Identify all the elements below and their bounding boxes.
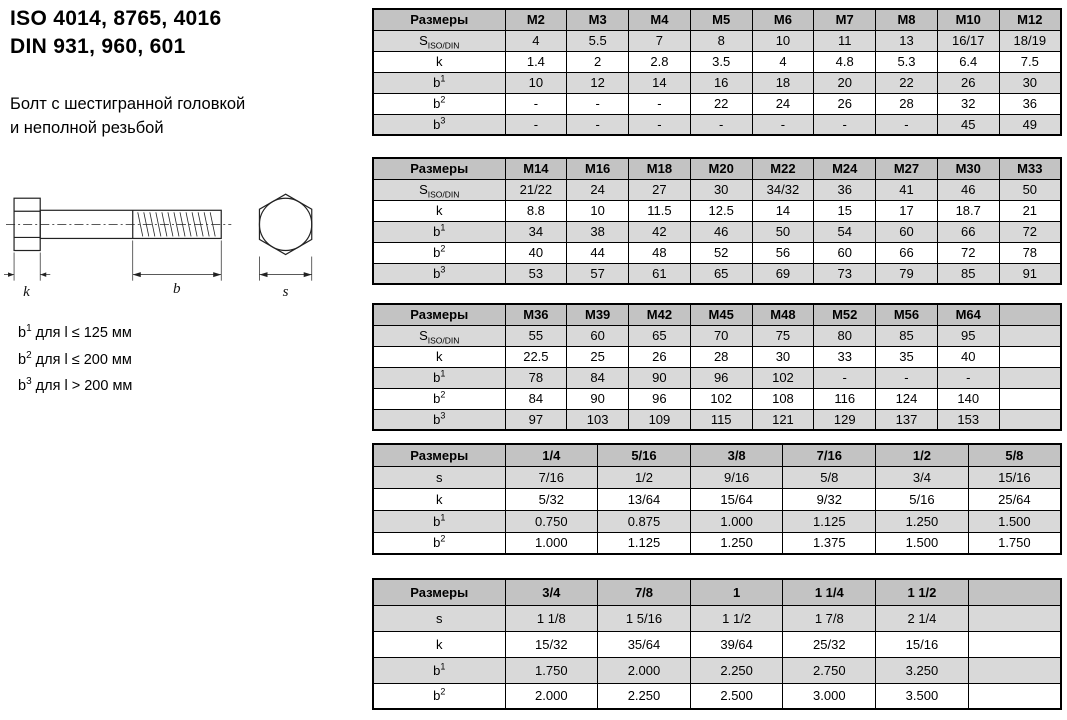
- value-cell: 12: [567, 72, 629, 93]
- header-row: [373, 304, 1061, 325]
- size-column-header: M33: [999, 158, 1061, 179]
- row-label-cell: $S_{ISO/DIN}$: [373, 179, 505, 200]
- value-cell: 39/64: [690, 631, 783, 657]
- header-row: [373, 579, 1061, 605]
- size-column-header: M39: [567, 304, 629, 325]
- value-cell: 1.500: [876, 532, 969, 554]
- row-label-cell: $b^2$: [373, 532, 505, 554]
- sizes-header-cell: Размеры: [373, 304, 505, 325]
- value-cell: 26: [629, 346, 691, 367]
- value-cell: 65: [629, 325, 691, 346]
- value-cell: 11.5: [629, 200, 691, 221]
- row-label-cell: $b^2$: [373, 242, 505, 263]
- size-column-header: M52: [814, 304, 876, 325]
- value-cell: 5.3: [876, 51, 938, 72]
- value-cell: 54: [814, 221, 876, 242]
- value-cell: 80: [814, 325, 876, 346]
- size-column-header: 7/16: [783, 444, 876, 466]
- value-cell: 137: [876, 409, 938, 430]
- sizes-header-cell: Размеры: [373, 579, 505, 605]
- table-metric-m36-m64: [372, 303, 1062, 431]
- note-line-b2: $b^2$ для l ≤ 200 мм: [18, 349, 132, 368]
- value-cell: 121: [752, 409, 814, 430]
- data-row: [373, 346, 1061, 367]
- value-cell: 24: [752, 93, 814, 114]
- size-column-header: M42: [629, 304, 691, 325]
- empty-cell: [999, 346, 1061, 367]
- header-row: [373, 9, 1061, 30]
- value-cell: 1.000: [690, 510, 783, 532]
- empty-cell: [999, 367, 1061, 388]
- value-cell: 8.8: [505, 200, 567, 221]
- value-cell: 1.500: [968, 510, 1061, 532]
- value-cell: 21/22: [505, 179, 567, 200]
- value-cell: -: [505, 114, 567, 135]
- bolt-description: [10, 92, 245, 140]
- size-column-header: M3: [567, 9, 629, 30]
- value-cell: 2.000: [505, 683, 598, 709]
- value-cell: 28: [876, 93, 938, 114]
- value-cell: 102: [690, 388, 752, 409]
- data-row: [373, 221, 1061, 242]
- data-row: [373, 114, 1061, 135]
- din-standards-line: DIN 931, 960, 601: [10, 35, 186, 58]
- value-cell: 20: [814, 72, 876, 93]
- size-column-header: M48: [752, 304, 814, 325]
- value-cell: 90: [567, 388, 629, 409]
- value-cell: 15/64: [690, 488, 783, 510]
- value-cell: -: [629, 93, 691, 114]
- value-cell: 79: [876, 263, 938, 284]
- size-column-header: M24: [814, 158, 876, 179]
- value-cell: 1.4: [505, 51, 567, 72]
- value-cell: 56: [752, 242, 814, 263]
- size-column-header: M22: [752, 158, 814, 179]
- value-cell: 10: [567, 200, 629, 221]
- value-cell: 9/16: [690, 466, 783, 488]
- value-cell: 72: [937, 242, 999, 263]
- value-cell: -: [876, 367, 938, 388]
- size-column-header: 1/4: [505, 444, 598, 466]
- value-cell: 84: [567, 367, 629, 388]
- value-cell: 91: [999, 263, 1061, 284]
- value-cell: 1/2: [598, 466, 691, 488]
- value-cell: 15/16: [876, 631, 969, 657]
- row-label-cell: $b^1$: [373, 510, 505, 532]
- empty-cell: [968, 605, 1061, 631]
- value-cell: 45: [937, 114, 999, 135]
- sizes-header-cell: Размеры: [373, 158, 505, 179]
- size-column-header: M10: [937, 9, 999, 30]
- size-column-header: M36: [505, 304, 567, 325]
- value-cell: 69: [752, 263, 814, 284]
- value-cell: 1.250: [690, 532, 783, 554]
- value-cell: 1.750: [968, 532, 1061, 554]
- value-cell: 25/64: [968, 488, 1061, 510]
- empty-cell: [999, 409, 1061, 430]
- note-line-b1: $b^1$ для l ≤ 125 мм: [18, 323, 132, 341]
- row-label-cell: $S_{ISO/DIN}$: [373, 30, 505, 51]
- size-column-header: M18: [629, 158, 691, 179]
- table-inch-quarter-to-5-8: [372, 443, 1062, 555]
- value-cell: 85: [937, 263, 999, 284]
- value-cell: 6.4: [937, 51, 999, 72]
- table-metric-m2-m12: [372, 8, 1062, 136]
- value-cell: 25/32: [783, 631, 876, 657]
- empty-cell: [968, 657, 1061, 683]
- data-row: [373, 200, 1061, 221]
- size-column-header: M6: [752, 9, 814, 30]
- data-row: [373, 488, 1061, 510]
- header-row: [373, 158, 1061, 179]
- size-column-header: M5: [690, 9, 752, 30]
- value-cell: 1.125: [783, 510, 876, 532]
- value-cell: 14: [752, 200, 814, 221]
- value-cell: 36: [814, 179, 876, 200]
- value-cell: 1.250: [876, 510, 969, 532]
- value-cell: 28: [690, 346, 752, 367]
- row-label-cell: $b^1$: [373, 657, 505, 683]
- value-cell: 18.7: [937, 200, 999, 221]
- value-cell: 2.250: [690, 657, 783, 683]
- value-cell: 16: [690, 72, 752, 93]
- value-cell: 115: [690, 409, 752, 430]
- value-cell: 95: [937, 325, 999, 346]
- value-cell: 72: [999, 221, 1061, 242]
- value-cell: 12.5: [690, 200, 752, 221]
- row-label-cell: $b^1$: [373, 72, 505, 93]
- sizes-header-cell: Размеры: [373, 9, 505, 30]
- row-label-cell: k: [373, 200, 505, 221]
- value-cell: 34: [505, 221, 567, 242]
- empty-cell: [968, 683, 1061, 709]
- value-cell: 15: [814, 200, 876, 221]
- value-cell: 52: [690, 242, 752, 263]
- value-cell: 109: [629, 409, 691, 430]
- size-column-header: M27: [876, 158, 938, 179]
- value-cell: -: [505, 93, 567, 114]
- data-row: [373, 388, 1061, 409]
- tables-area: [372, 0, 1062, 720]
- dim-label-b: b: [172, 280, 181, 297]
- value-cell: 26: [937, 72, 999, 93]
- row-label-cell: k: [373, 51, 505, 72]
- value-cell: 13/64: [598, 488, 691, 510]
- value-cell: 1.125: [598, 532, 691, 554]
- value-cell: 35: [876, 346, 938, 367]
- size-column-header: 1/2: [876, 444, 969, 466]
- value-cell: 2.250: [598, 683, 691, 709]
- value-cell: 1.750: [505, 657, 598, 683]
- value-cell: 15/32: [505, 631, 598, 657]
- size-column-header: M8: [876, 9, 938, 30]
- empty-header-cell: [999, 304, 1061, 325]
- bolt-drawing: [4, 188, 356, 309]
- data-row: [373, 510, 1061, 532]
- value-cell: 4: [505, 30, 567, 51]
- data-row: [373, 72, 1061, 93]
- value-cell: 15/16: [968, 466, 1061, 488]
- value-cell: 44: [567, 242, 629, 263]
- thread-length-notes: [18, 320, 132, 400]
- size-column-header: M4: [629, 9, 691, 30]
- dim-label-k: k: [23, 283, 30, 300]
- value-cell: 46: [937, 179, 999, 200]
- value-cell: 22: [690, 93, 752, 114]
- size-column-header: 3/4: [505, 579, 598, 605]
- value-cell: 2.000: [598, 657, 691, 683]
- size-column-header: 5/16: [598, 444, 691, 466]
- value-cell: 33: [814, 346, 876, 367]
- value-cell: 116: [814, 388, 876, 409]
- row-label-cell: k: [373, 488, 505, 510]
- value-cell: 78: [999, 242, 1061, 263]
- value-cell: 48: [629, 242, 691, 263]
- size-column-header: 1: [690, 579, 783, 605]
- value-cell: 24: [567, 179, 629, 200]
- value-cell: 10: [752, 30, 814, 51]
- value-cell: 26: [814, 93, 876, 114]
- value-cell: 75: [752, 325, 814, 346]
- value-cell: 7/16: [505, 466, 598, 488]
- data-row: [373, 466, 1061, 488]
- value-cell: 53: [505, 263, 567, 284]
- value-cell: 61: [629, 263, 691, 284]
- data-row: [373, 325, 1061, 346]
- value-cell: 103: [567, 409, 629, 430]
- value-cell: 46: [690, 221, 752, 242]
- value-cell: 49: [999, 114, 1061, 135]
- value-cell: 1 5/16: [598, 605, 691, 631]
- value-cell: 153: [937, 409, 999, 430]
- value-cell: 3.250: [876, 657, 969, 683]
- size-column-header: 1 1/2: [876, 579, 969, 605]
- empty-header-cell: [968, 579, 1061, 605]
- data-row: [373, 93, 1061, 114]
- value-cell: 2: [567, 51, 629, 72]
- value-cell: 10: [505, 72, 567, 93]
- data-row: [373, 242, 1061, 263]
- value-cell: 1 1/8: [505, 605, 598, 631]
- row-label-cell: $b^2$: [373, 93, 505, 114]
- value-cell: 2.750: [783, 657, 876, 683]
- value-cell: 96: [690, 367, 752, 388]
- value-cell: 38: [567, 221, 629, 242]
- value-cell: 13: [876, 30, 938, 51]
- value-cell: 70: [690, 325, 752, 346]
- row-label-cell: $b^3$: [373, 409, 505, 430]
- size-column-header: M56: [876, 304, 938, 325]
- value-cell: 4.8: [814, 51, 876, 72]
- value-cell: -: [937, 367, 999, 388]
- value-cell: 50: [999, 179, 1061, 200]
- value-cell: 60: [814, 242, 876, 263]
- value-cell: 0.875: [598, 510, 691, 532]
- value-cell: -: [752, 114, 814, 135]
- data-row: [373, 409, 1061, 430]
- value-cell: 102: [752, 367, 814, 388]
- value-cell: -: [814, 114, 876, 135]
- value-cell: 85: [876, 325, 938, 346]
- value-cell: 60: [876, 221, 938, 242]
- value-cell: 18: [752, 72, 814, 93]
- empty-cell: [999, 388, 1061, 409]
- data-row: [373, 51, 1061, 72]
- value-cell: 5/32: [505, 488, 598, 510]
- row-label-cell: $b^3$: [373, 114, 505, 135]
- value-cell: 22: [876, 72, 938, 93]
- value-cell: 16/17: [937, 30, 999, 51]
- value-cell: 40: [937, 346, 999, 367]
- value-cell: 3/4: [876, 466, 969, 488]
- iso-standards-line: ISO 4014, 8765, 4016: [10, 7, 222, 30]
- size-column-header: M7: [814, 9, 876, 30]
- value-cell: 78: [505, 367, 567, 388]
- value-cell: 66: [937, 221, 999, 242]
- value-cell: 3.5: [690, 51, 752, 72]
- value-cell: 66: [876, 242, 938, 263]
- data-row: [373, 657, 1061, 683]
- value-cell: 11: [814, 30, 876, 51]
- value-cell: 1 1/2: [690, 605, 783, 631]
- data-row: [373, 179, 1061, 200]
- data-row: [373, 532, 1061, 554]
- value-cell: 42: [629, 221, 691, 242]
- size-column-header: M20: [690, 158, 752, 179]
- value-cell: 41: [876, 179, 938, 200]
- value-cell: 1.000: [505, 532, 598, 554]
- value-cell: 8: [690, 30, 752, 51]
- size-column-header: M16: [567, 158, 629, 179]
- value-cell: -: [567, 93, 629, 114]
- row-label-cell: $b^2$: [373, 388, 505, 409]
- description-line-2: и неполной резьбой: [10, 119, 164, 137]
- value-cell: 5/16: [876, 488, 969, 510]
- header-row: [373, 444, 1061, 466]
- dim-label-s: s: [282, 283, 289, 300]
- value-cell: 35/64: [598, 631, 691, 657]
- value-cell: 5/8: [783, 466, 876, 488]
- value-cell: -: [876, 114, 938, 135]
- value-cell: 84: [505, 388, 567, 409]
- value-cell: 3.500: [876, 683, 969, 709]
- size-column-header: 1 1/4: [783, 579, 876, 605]
- value-cell: 0.750: [505, 510, 598, 532]
- row-label-cell: $b^1$: [373, 221, 505, 242]
- size-column-header: 3/8: [690, 444, 783, 466]
- data-row: [373, 263, 1061, 284]
- row-label-cell: s: [373, 605, 505, 631]
- standards-title: [10, 5, 222, 61]
- row-label-cell: s: [373, 466, 505, 488]
- size-column-header: M30: [937, 158, 999, 179]
- value-cell: 2 1/4: [876, 605, 969, 631]
- value-cell: 30: [752, 346, 814, 367]
- sizes-header-cell: Размеры: [373, 444, 505, 466]
- data-row: [373, 30, 1061, 51]
- table-metric-m14-m33: [372, 157, 1062, 285]
- row-label-cell: $b^3$: [373, 263, 505, 284]
- value-cell: 108: [752, 388, 814, 409]
- value-cell: 140: [937, 388, 999, 409]
- size-column-header: M14: [505, 158, 567, 179]
- value-cell: 40: [505, 242, 567, 263]
- value-cell: 34/32: [752, 179, 814, 200]
- value-cell: 17: [876, 200, 938, 221]
- value-cell: 27: [629, 179, 691, 200]
- data-row: [373, 683, 1061, 709]
- value-cell: 60: [567, 325, 629, 346]
- table-inch-3-4-to-1-5: [372, 578, 1062, 710]
- value-cell: 129: [814, 409, 876, 430]
- value-cell: -: [814, 367, 876, 388]
- data-row: [373, 367, 1061, 388]
- value-cell: 1 7/8: [783, 605, 876, 631]
- size-column-header: M64: [937, 304, 999, 325]
- size-column-header: 5/8: [968, 444, 1061, 466]
- value-cell: 96: [629, 388, 691, 409]
- row-label-cell: k: [373, 631, 505, 657]
- data-row: [373, 605, 1061, 631]
- value-cell: 25: [567, 346, 629, 367]
- description-line-1: Болт с шестигранной головкой: [10, 95, 246, 113]
- size-column-header: M45: [690, 304, 752, 325]
- value-cell: 14: [629, 72, 691, 93]
- note-line-b3: $b^3$ для l > 200 мм: [18, 376, 133, 394]
- value-cell: 18/19: [999, 30, 1061, 51]
- value-cell: 7.5: [999, 51, 1061, 72]
- size-column-header: 7/8: [598, 579, 691, 605]
- row-label-cell: $S_{ISO/DIN}$: [373, 325, 505, 346]
- value-cell: 55: [505, 325, 567, 346]
- value-cell: 3.000: [783, 683, 876, 709]
- value-cell: 50: [752, 221, 814, 242]
- size-column-header: M12: [999, 9, 1061, 30]
- value-cell: 9/32: [783, 488, 876, 510]
- value-cell: 36: [999, 93, 1061, 114]
- value-cell: -: [567, 114, 629, 135]
- size-column-header: M2: [505, 9, 567, 30]
- value-cell: 7: [629, 30, 691, 51]
- value-cell: 90: [629, 367, 691, 388]
- value-cell: 65: [690, 263, 752, 284]
- value-cell: -: [629, 114, 691, 135]
- value-cell: 32: [937, 93, 999, 114]
- row-label-cell: $b^1$: [373, 367, 505, 388]
- value-cell: 30: [999, 72, 1061, 93]
- value-cell: 2.500: [690, 683, 783, 709]
- data-row: [373, 631, 1061, 657]
- empty-cell: [999, 325, 1061, 346]
- value-cell: 22.5: [505, 346, 567, 367]
- value-cell: 73: [814, 263, 876, 284]
- value-cell: 5.5: [567, 30, 629, 51]
- row-label-cell: k: [373, 346, 505, 367]
- bolt-end-view: [259, 194, 311, 254]
- value-cell: 97: [505, 409, 567, 430]
- value-cell: -: [690, 114, 752, 135]
- value-cell: 124: [876, 388, 938, 409]
- empty-cell: [968, 631, 1061, 657]
- value-cell: 2.8: [629, 51, 691, 72]
- row-label-cell: $b^2$: [373, 683, 505, 709]
- value-cell: 21: [999, 200, 1061, 221]
- value-cell: 57: [567, 263, 629, 284]
- value-cell: 30: [690, 179, 752, 200]
- value-cell: 4: [752, 51, 814, 72]
- value-cell: 1.375: [783, 532, 876, 554]
